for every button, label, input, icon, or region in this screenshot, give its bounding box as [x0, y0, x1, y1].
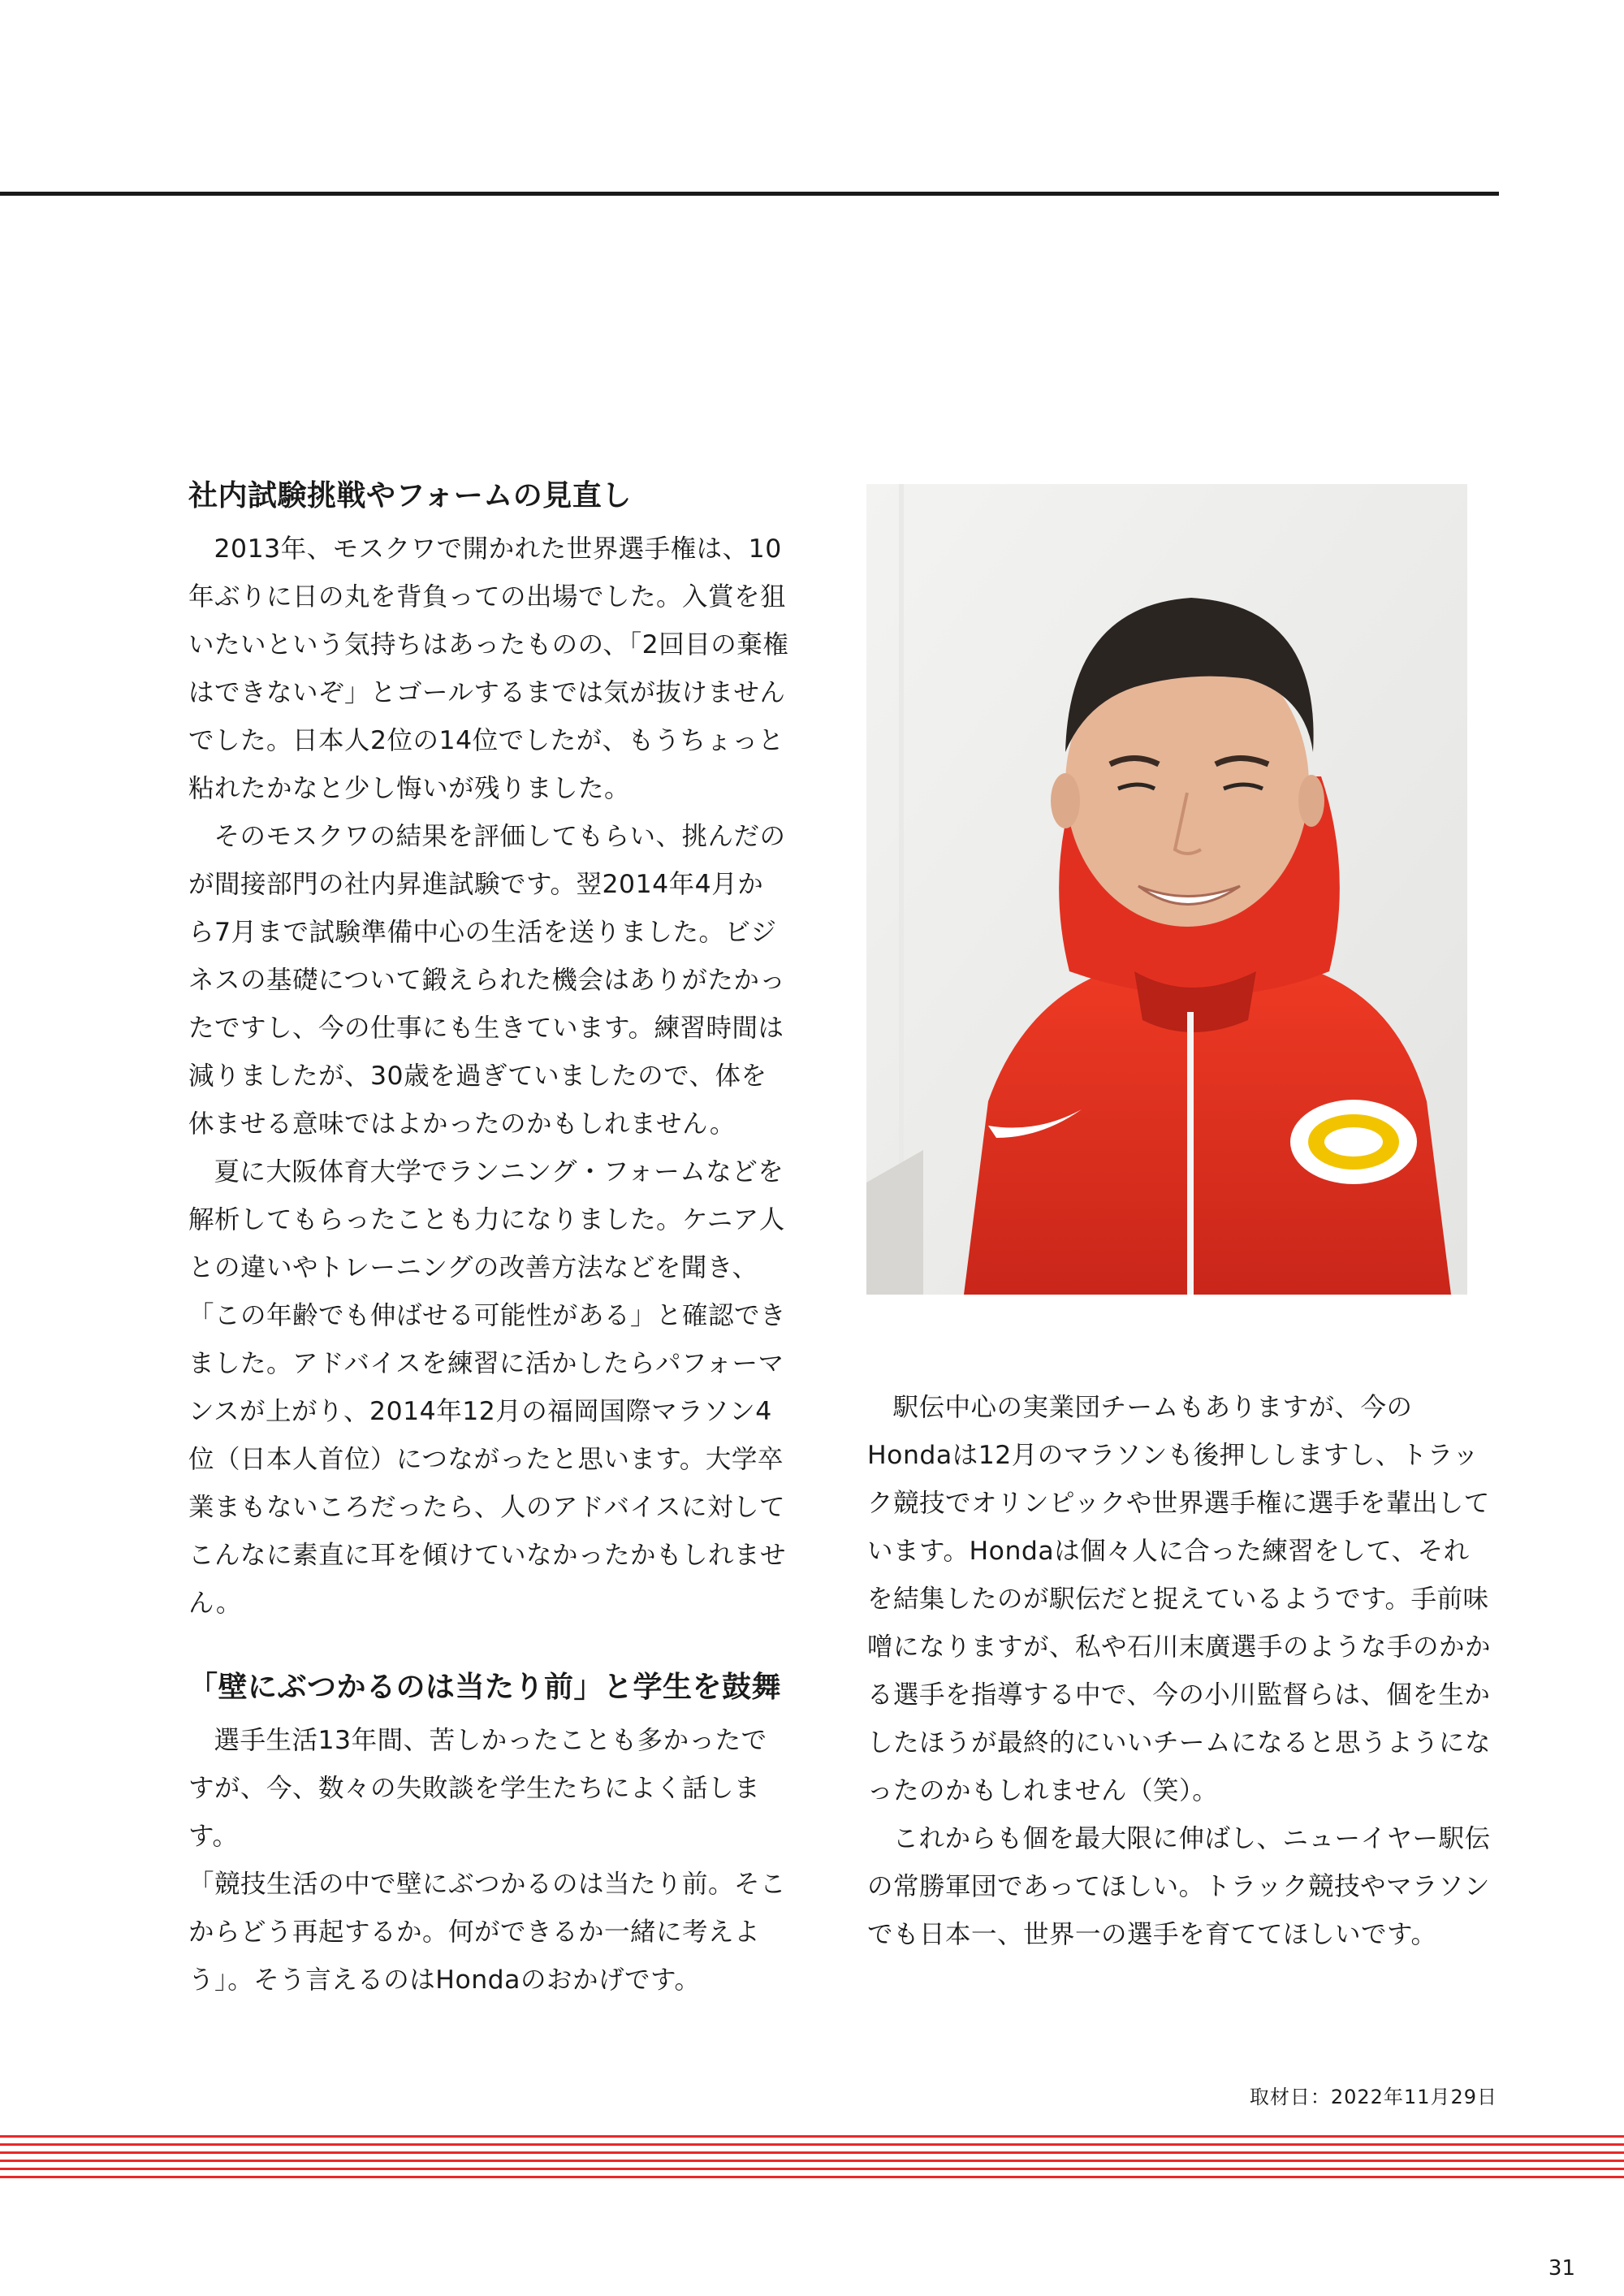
paragraph: 2013年、モスクワで開かれた世界選手権は、10年ぶりに日の丸を背負っての出場でした。入賞を狙いたいという気持ちはあったものの、「2回目の棄権はできないぞ」とゴールするまでは気が抜けませんでした。日本人2位の14位でしたが、もうちょっと粘れたかなと少し悔いが残りました。 [188, 534, 789, 803]
footer-stripe [0, 2135, 1624, 2138]
left-column [188, 472, 789, 2004]
paragraph-quote: 「競技生活の中で壁にぶつかるのは当たり前。そこからどう再起するか。何ができるか一緒に考えよう」。そう言えるのはHondaのおかげです。 [188, 1870, 787, 1995]
section-heading-form-review: 社内試験挑戦やフォームの見直し [188, 479, 632, 512]
footer-stripe [0, 2176, 1624, 2178]
paragraph: そのモスクワの結果を評価してもらい、挑んだのが間接部門の社内昇進試験です。翌2014年4月から7月まで試験準備中心の生活を送りました。ビジネスの基礎について鍛えられた機会はありがたかったですし、今の仕事にも生きています。練習時間は減りましたが、30歳を過ぎていましたので、体を休ませる意味ではよかったのかもしれません。 [188, 822, 786, 1139]
top-rule [0, 192, 1499, 196]
footer-stripe [0, 2168, 1624, 2170]
interview-date: 取材日：2022年11月29日 [1249, 2086, 1497, 2108]
footer-stripes [0, 2135, 1624, 2181]
paragraph: 駅伝中心の実業団チームもありますが、今のHondaは12月のマラソンも後押ししますし、トラック競技でオリンピックや世界選手権に選手を輩出しています。Hondaは個々人に合った練習をして、それを結集したのが駅伝だと捉えているようです。手前味噌になりますが、私や石川末廣選手のような手のかかる選手を指導する中で、今の小川監督らは、個を生かしたほうが最終的にいいチームになると思うようになったのかもしれません（笑）。 [867, 1393, 1492, 1805]
footer-stripe [0, 2143, 1624, 2146]
right-column [867, 1384, 1492, 1959]
portrait-photo [866, 484, 1467, 1295]
section-heading-encouragement: 「壁にぶつかるのは当たり前」と学生を鼓舞 [188, 1671, 782, 1704]
paragraph: 夏に大阪体育大学でランニング・フォームなどを解析してもらったことも力になりました。ケニア人との違いやトレーニングの改善方法などを聞き、「この年齢でも伸ばせる可能性がある」と確認できました。アドバイスを練習に活かしたらパフォーマンスが上がり、2014年12月の福岡国際マラソン4位（日本人首位）につながったと思います。大学卒業まもないころだったら、人のアドバイスに対してこんなに素直に耳を傾けていなかったかもしれません。 [188, 1157, 787, 1618]
page-number: 31 [1548, 2256, 1575, 2281]
footer-stripe [0, 2151, 1624, 2154]
paragraph: これからも個を最大限に伸ばし、ニューイヤー駅伝の常勝軍団であってほしい。トラック競技やマラソンでも日本一、世界一の選手を育ててほしいです。 [867, 1824, 1491, 1949]
footer-stripe [0, 2160, 1624, 2162]
portrait-illustration [866, 484, 1467, 1295]
paragraph: 選手生活13年間、苦しかったことも多かったですが、今、数々の失敗談を学生たちによく話します。 [188, 1726, 767, 1851]
